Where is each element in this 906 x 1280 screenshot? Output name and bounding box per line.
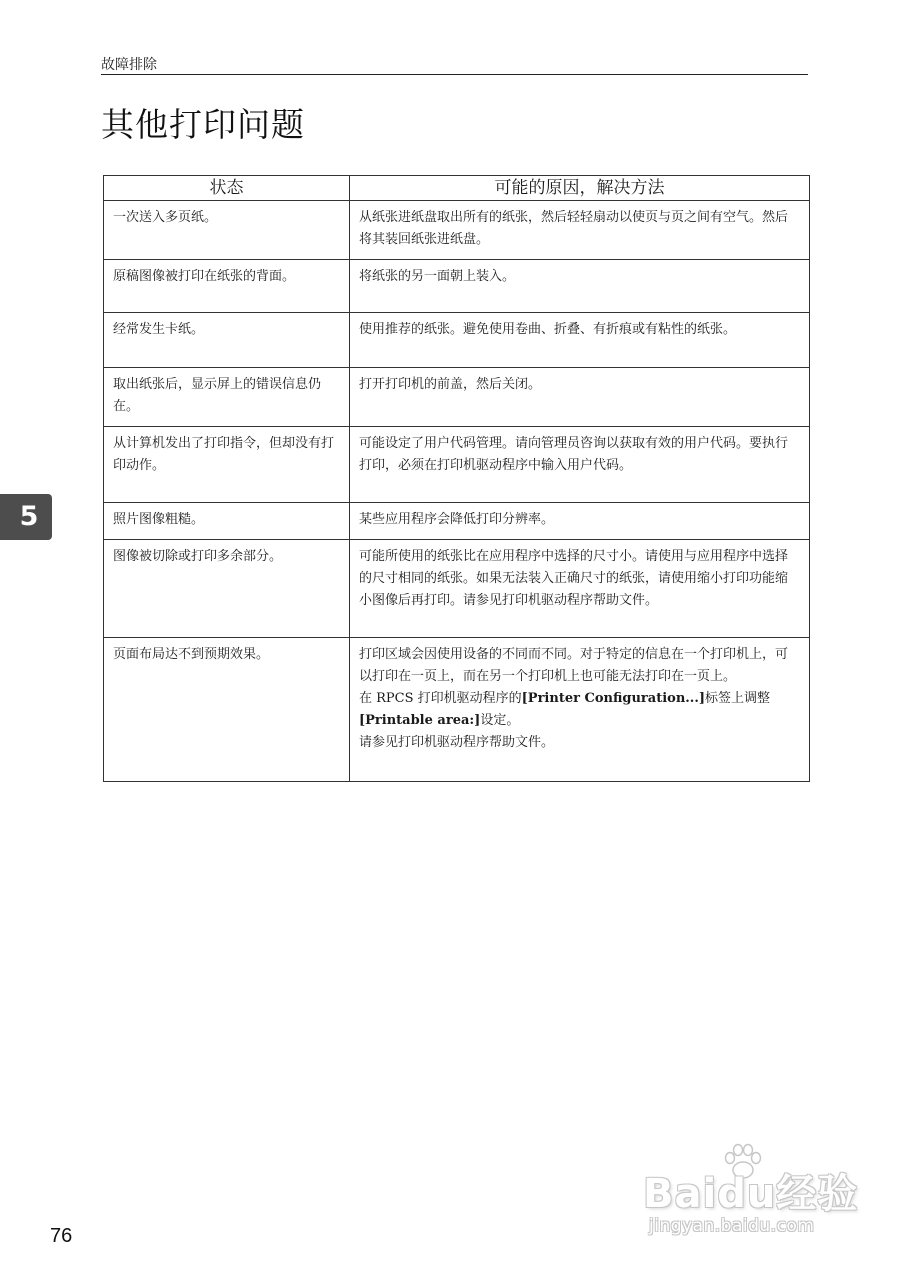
solution-cell: 从纸张进纸盘取出所有的纸张，然后轻轻扇动以使页与页之间有空气。然后将其装回纸张进纸盘。	[350, 201, 810, 260]
table-row	[104, 427, 810, 503]
condition-cell: 经常发生卡纸。	[104, 313, 350, 368]
solution-paragraph: 打印区域会因使用设备的不同而不同。对于特定的信息在一个打印机上，可以打印在一页上，而在另一个打印机上也可能无法打印在一页上。	[359, 647, 789, 684]
page-number: 76	[50, 1225, 73, 1247]
column-header-condition: 状态	[104, 176, 350, 201]
watermark	[643, 1140, 863, 1250]
troubleshooting-table	[103, 175, 810, 782]
column-header-solution: 可能的原因，解决方法	[350, 176, 810, 201]
table-row	[104, 368, 810, 427]
printable-area-setting-ref: [Printable area:]	[359, 713, 481, 728]
rpcs-prefix: 在 RPCS 打印机驱动程序的	[359, 691, 522, 706]
table-header-row	[104, 176, 810, 201]
solution-cell: 使用推荐的纸张。避免使用卷曲、折叠、有折痕或有粘性的纸张。	[350, 313, 810, 368]
table-row	[104, 313, 810, 368]
rpcs-instruction	[359, 688, 800, 732]
page-title: 其他打印问题	[101, 105, 305, 144]
chapter-tab: 5	[0, 494, 52, 540]
condition-cell: 照片图像粗糙。	[104, 503, 350, 540]
table-row	[104, 540, 810, 638]
running-header: 故障排除	[101, 56, 808, 75]
help-reference: 请参见打印机驱动程序帮助文件。	[359, 735, 555, 750]
condition-cell: 取出纸张后，显示屏上的错误信息仍在。	[104, 368, 350, 427]
solution-cell: 可能所使用的纸张比在应用程序中选择的尺寸小。请使用与应用程序中选择的尺寸相同的纸张。如果无法装入正确尺寸的纸张，请使用缩小打印功能缩小图像后再打印。请参见打印机驱动程序帮助文件。	[350, 540, 810, 638]
condition-cell: 页面布局达不到预期效果。	[104, 638, 350, 782]
solution-cell: 某些应用程序会降低打印分辨率。	[350, 503, 810, 540]
table-row	[104, 260, 810, 313]
solution-cell	[350, 638, 810, 782]
rpcs-mid: 标签上调整	[705, 691, 771, 706]
table-row	[104, 503, 810, 540]
printer-configuration-tab-ref: [Printer Configuration...]	[521, 691, 706, 706]
condition-cell: 原稿图像被打印在纸张的背面。	[104, 260, 350, 313]
table-row	[104, 201, 810, 260]
watermark-logo: Baidu经验	[643, 1171, 859, 1217]
rpcs-suffix: 设定。	[480, 713, 520, 728]
watermark-url: jingyan.baidu.com	[649, 1216, 815, 1236]
solution-cell: 将纸张的另一面朝上装入。	[350, 260, 810, 313]
table-row	[104, 638, 810, 782]
condition-cell: 从计算机发出了打印指令，但却没有打印动作。	[104, 427, 350, 503]
condition-cell: 一次送入多页纸。	[104, 201, 350, 260]
condition-cell: 图像被切除或打印多余部分。	[104, 540, 350, 638]
solution-cell: 可能设定了用户代码管理。请向管理员咨询以获取有效的用户代码。要执行打印，必须在打印机驱动程序中输入用户代码。	[350, 427, 810, 503]
solution-cell: 打开打印机的前盖，然后关闭。	[350, 368, 810, 427]
